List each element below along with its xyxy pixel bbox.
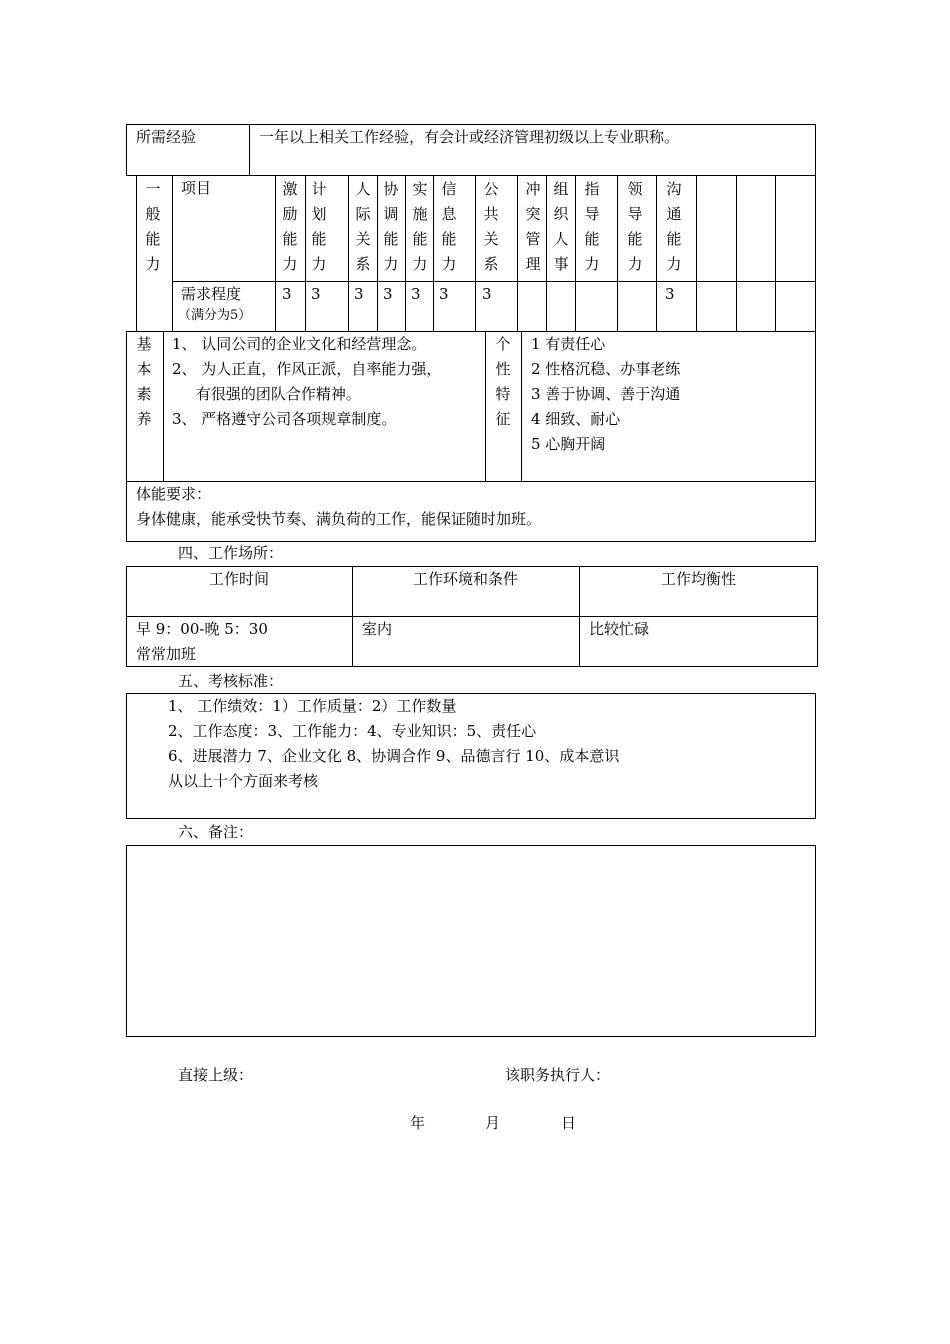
work-balance: 比较忙碌 bbox=[589, 620, 650, 638]
ability-score: 3 bbox=[383, 285, 393, 303]
personality-side-label: 个 性 特 征 bbox=[495, 335, 511, 428]
assessment-line: 从以上十个方面来考核 bbox=[168, 772, 319, 790]
remarks-box[interactable] bbox=[126, 845, 816, 1037]
workplace-title: 四、工作场所： bbox=[178, 544, 284, 562]
personality-line: 2 性格沉稳、办事老练 bbox=[531, 360, 681, 378]
work-time: 早 9：00-晚 5：30 bbox=[136, 620, 268, 638]
personality-line: 1 有责任心 bbox=[531, 335, 606, 353]
remarks-title: 六、备注： bbox=[178, 823, 254, 841]
ability-score: 3 bbox=[482, 285, 492, 303]
workplace-header: 工作环境和条件 bbox=[412, 570, 518, 588]
assessment-line: 6、进展潜力 7、企业文化 8、协调合作 9、品德言行 10、成本意识 bbox=[168, 747, 620, 765]
ability-item: 计 划 能 力 bbox=[311, 180, 327, 273]
ability-item: 冲 突 管 理 bbox=[525, 180, 541, 273]
date-month: 月 bbox=[485, 1114, 501, 1132]
date-year: 年 bbox=[410, 1114, 426, 1132]
ability-item: 组 织 人 事 bbox=[553, 180, 569, 273]
basic-quality-line: 3、 严格遵守公司各项规章制度。 bbox=[172, 410, 397, 428]
item-label: 项目 bbox=[181, 179, 212, 197]
basic-quality-line: 有很强的团队合作精神。 bbox=[172, 385, 361, 403]
personality-line: 4 细致、耐心 bbox=[531, 410, 621, 428]
ability-item: 协 调 能 力 bbox=[383, 180, 399, 273]
ability-item: 领 导 能 力 bbox=[627, 180, 643, 273]
ability-item: 信 息 能 力 bbox=[441, 180, 457, 273]
ability-score: 3 bbox=[311, 285, 321, 303]
ability-item: 公 共 关 系 bbox=[483, 180, 499, 273]
executor-label: 该职务执行人： bbox=[505, 1066, 611, 1084]
ability-score: 3 bbox=[282, 285, 292, 303]
ability-item: 人 际 关 系 bbox=[355, 180, 371, 273]
ability-item: 指 导 能 力 bbox=[584, 180, 600, 273]
ability-score: 3 bbox=[665, 285, 675, 303]
work-time-overtime: 常常加班 bbox=[136, 645, 197, 663]
divider bbox=[249, 124, 250, 176]
ability-score: 3 bbox=[439, 285, 449, 303]
ability-score: 3 bbox=[354, 285, 364, 303]
physical-label: 体能要求： bbox=[136, 485, 212, 503]
assessment-line: 2、工作态度：3、工作能力：4、专业知识：5、责任心 bbox=[168, 722, 537, 740]
general-ability-side-label: 一 般 能 力 bbox=[145, 180, 161, 273]
assessment-title: 五、考核标准： bbox=[178, 672, 284, 690]
ability-score: 3 bbox=[411, 285, 421, 303]
basic-quality-side-label: 基 本 素 养 bbox=[136, 335, 152, 428]
experience-value: 一年以上相关工作经验，有会计或经济管理初级以上专业职称。 bbox=[259, 128, 680, 146]
demand-note: （满分为5） bbox=[178, 308, 252, 323]
assessment-line: 1、 工作绩效：1）工作质量：2）工作数量 bbox=[168, 697, 457, 715]
experience-label: 所需经验 bbox=[136, 128, 197, 146]
supervisor-label: 直接上级： bbox=[178, 1066, 254, 1084]
ability-item: 激 励 能 力 bbox=[282, 180, 298, 273]
ability-item: 实 施 能 力 bbox=[412, 180, 428, 273]
basic-quality-line: 2、 为人正直，作风正派，自率能力强， bbox=[172, 360, 442, 378]
physical-value: 身体健康，能承受快节奏、满负荷的工作，能保证随时加班。 bbox=[136, 510, 542, 528]
demand-label: 需求程度 bbox=[181, 285, 242, 303]
work-environment: 室内 bbox=[362, 620, 393, 638]
personality-line: 3 善于协调、善于沟通 bbox=[531, 385, 681, 403]
workplace-header: 工作均衡性 bbox=[660, 570, 736, 588]
date-day: 日 bbox=[561, 1114, 577, 1132]
ability-item: 沟 通 能 力 bbox=[666, 180, 682, 273]
basic-quality-line: 1、 认同公司的企业文化和经营理念。 bbox=[172, 335, 427, 353]
personality-line: 5 心胸开阔 bbox=[531, 435, 606, 453]
workplace-header: 工作时间 bbox=[208, 570, 269, 588]
